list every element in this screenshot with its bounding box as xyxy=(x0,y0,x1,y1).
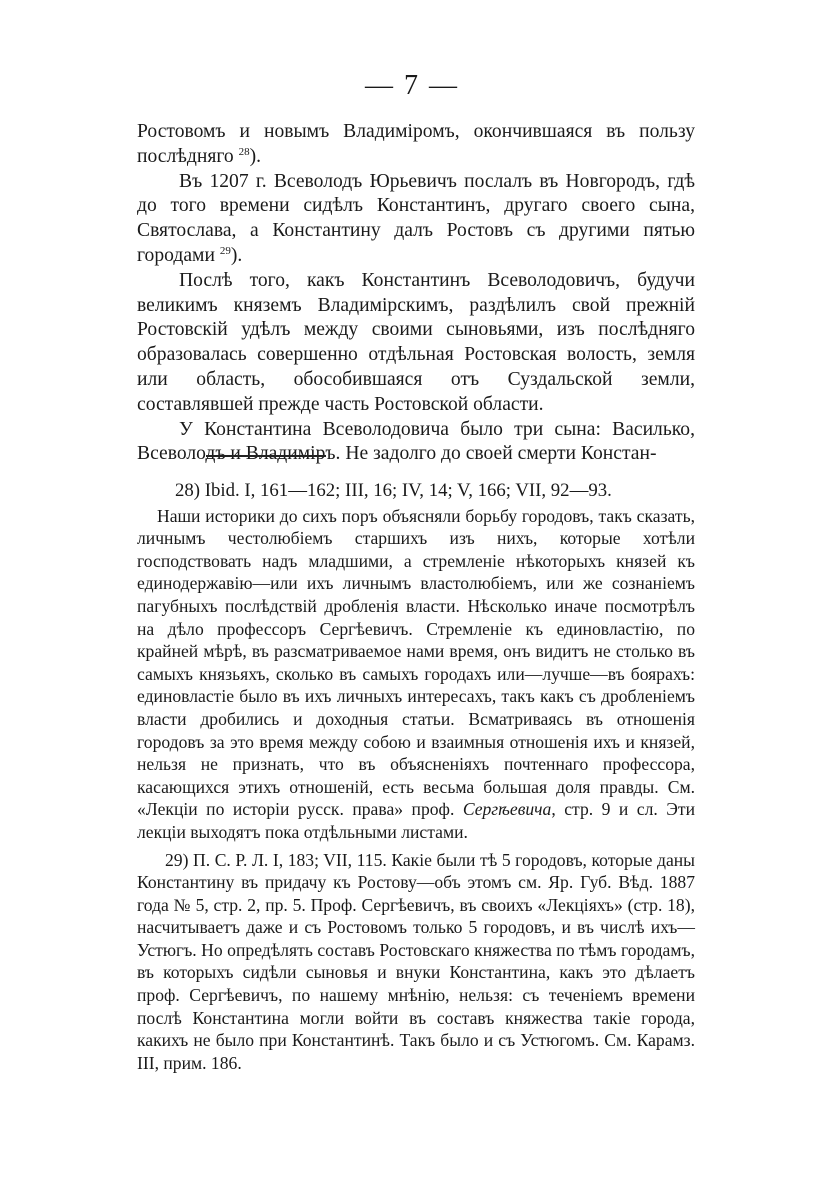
footnote-ref-29[interactable]: 29 xyxy=(219,244,231,257)
footnote-28-author: Сергѣевича xyxy=(462,799,552,820)
paragraph-4: У Константина Всеволодовича было три сына: Василько, Всеволодъ и Владиміръ. Не задолго до своей смерти Констан- xyxy=(137,418,695,465)
footnote-28-heading: 28) Ibid. I, 161—162; III, 16; IV, 14; V, 166; VII, 92—93. xyxy=(175,480,612,501)
paragraph-1 xyxy=(137,120,695,170)
paragraph-3: Послѣ того, какъ Константинъ Всеволодовичъ, будучи великимъ княземъ Владимірскимъ, раздѣлилъ свой прежній Ростовскій удѣлъ между своими сыновьями, изъ послѣдняго образовалась совершенно отдѣльная Ростовская волость, земля или область, обособившаяся отъ Суздальской земли, составлявшей прежде часть Ростовской области. xyxy=(137,269,695,415)
page-number: — 7 — xyxy=(365,70,459,101)
footnote-29: 29) П. С. Р. Л. I, 183; VII, 115. Какіе были тѣ 5 городовъ, которые даны Константину въ придачу къ Ростову—объ этомъ см. Яр. Губ. Вѣд. 1887 года № 5, стр. 2, пр. 5. Проф. Сергѣевичъ, въ своихъ «Лекціяхъ» (стр. 18), насчитываетъ даже и съ Ростовомъ только 5 городовъ, и въ числѣ ихъ—Устюгъ. Но опредѣлять составъ Ростовскаго княжества по тѣмъ городамъ, въ которыхъ сидѣли сыновья и внуки Константина, какъ это дѣлаетъ проф. Сергѣевичъ, по нашему мнѣнію, нельзя: съ теченіемъ времени послѣ Константина могли войти въ составъ княжества такіе города, какихъ не было при Константинѣ. Такъ было и съ Устюгомъ. См. Карамз. III, прим. 186. xyxy=(137,849,695,1073)
paragraph-2-tail: ). xyxy=(230,244,243,266)
footnotes xyxy=(137,480,695,1074)
footnote-28-text: Наши историки до сихъ поръ объясняли борьбу городовъ, такъ сказать, личнымъ честолюбіемъ старшихъ изъ нихъ, которые хотѣли господствовать надъ младшими, а стремленіе нѣкоторыхъ князей къ единодержавію—или ихъ личнымъ властолюбіемъ, или же сознаніемъ пагубныхъ послѣдствій дробленія власти. Нѣсколько иначе посмотрѣлъ на дѣло профессоръ Сергѣевичъ. Стремленіе къ единовластію, по крайней мѣрѣ, въ разсматриваемое нами время, онъ видитъ не столько въ самыхъ князьяхъ, сколько въ самыхъ городахъ или—лучше—въ боярахъ: единовластіе было въ ихъ личныхъ интересахъ, такъ какъ съ дробленіемъ власти дробились и доходныя статьи. Всматриваясь въ отношенія городовъ за это время между собою и взаимныя отношенія ихъ и князей, нельзя не признать, что въ объясненіяхъ почтеннаго профессора, касающихся этихъ отношеній, есть весьма большая доля правды. См. «Лекціи по исторіи русск. права» проф. xyxy=(137,505,695,820)
footnote-divider xyxy=(206,455,326,457)
paragraph-1-text: Ростовомъ и новымъ Владиміромъ, окончившаяся въ пользу послѣдняго xyxy=(137,121,695,167)
paragraph-2-text: Въ 1207 г. Всеволодъ Юрьевичъ послалъ въ Новгородъ, гдѣ до того времени сидѣлъ Константинъ, другаго своего сына, Святослава, а Константину далъ Ростовъ съ другими пятью городами xyxy=(137,170,695,266)
footnote-28 xyxy=(137,505,695,844)
paragraph-1-tail: ). xyxy=(249,145,262,167)
main-text xyxy=(137,120,695,467)
paragraph-2 xyxy=(137,170,695,269)
footnote-28-tail: , стр. 9 и сл. Эти лекціи выходятъ пока отдѣльными листами. xyxy=(137,799,696,842)
footnote-ref-28[interactable]: 28 xyxy=(238,145,250,158)
